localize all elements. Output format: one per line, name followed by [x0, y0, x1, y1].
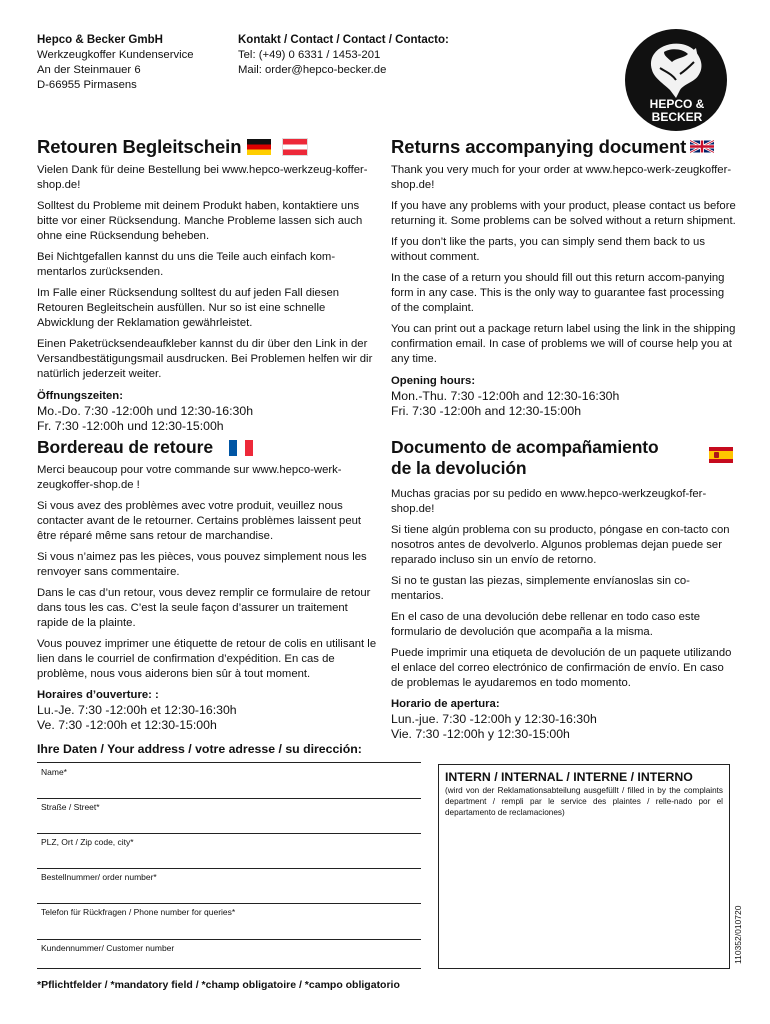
- paragraph: Dans le cas d’un retour, vous devez remplir ce formulaire de retour dans tous les cas. C’est la seule façon d’assurer un traitement rapide de la plainte.: [37, 587, 371, 629]
- hours-label: Horaires d’ouverture: :: [37, 689, 159, 701]
- paragraph: En el caso de una devolución debe rellenar en todo caso este formulario de devolución que acompaña a la misma.: [391, 611, 700, 638]
- phone-field[interactable]: [37, 903, 421, 940]
- section-title-es-line1: Documento de acompañamiento: [391, 437, 659, 457]
- section-de: [37, 136, 382, 434]
- zip-city-field[interactable]: [37, 833, 421, 869]
- paragraph: Si no te gustan las piezas, simplemente envíanoslas sin co-mentarios.: [391, 575, 690, 602]
- hours-line: Lu.-Je. 7:30 -12:00h et 12:30-16:30h: [37, 703, 237, 717]
- paragraph: If you have any problems with your product, please contact us before returning it. Some problems can be solved without a return shipment.: [391, 200, 736, 227]
- section-es: [391, 437, 736, 742]
- paragraph: You can print out a package return label using the link in the shipping confirmation email. In case of problems we will of course help you at any time.: [391, 323, 736, 365]
- section-title-fr: Bordereau de retoure: [37, 437, 213, 457]
- internal-box: [438, 764, 730, 969]
- address-line: An der Steinmauer 6: [37, 64, 141, 76]
- field-label: Straße / Street*: [41, 802, 100, 812]
- section-title-es: [391, 437, 736, 479]
- contact-mail: Mail: order@hepco-becker.de: [238, 64, 387, 76]
- paragraph: In the case of a return you should fill out this return accom-panying form in any case. This is the only way to guarantee fast processing of the complaint.: [391, 272, 725, 314]
- hours-line: Fri. 7:30 -12:00h and 12:30-15:00h: [391, 404, 582, 418]
- internal-note: (wird von der Reklamationsabteilung ausgefüllt / filled in by the complaints department / rempli par le service des plaintes / relle-nado por el departamento de reclamaciones): [445, 786, 723, 817]
- paragraph: Vous pouvez imprimer une étiquette de retour de colis en utilisant le lien dans le courriel de confirmation d’expédition. En cas de problème, nous vous aiderons bien sûr à tout moment.: [37, 638, 377, 680]
- customer-number-field[interactable]: [37, 939, 421, 969]
- section-title-en: Returns accompanying document: [391, 136, 687, 157]
- logo-text: BECKER: [651, 110, 703, 124]
- address-form: [37, 762, 421, 968]
- hours-line: Vie. 7:30 -12:00h y 12:30-15:00h: [391, 727, 570, 741]
- street-field[interactable]: [37, 798, 421, 834]
- section-en: [391, 136, 736, 419]
- company-name: Hepco & Becker GmbH: [37, 34, 163, 46]
- internal-title: INTERN / INTERNAL / INTERNE / INTERNO: [445, 770, 693, 784]
- france-flag-icon: [229, 440, 253, 456]
- section-title-es-line2: de la devolución: [391, 458, 527, 478]
- address-line: D-66955 Pirmasens: [37, 79, 137, 91]
- address-line: Werkzeugkoffer Kundenservice: [37, 49, 194, 61]
- hours-line: Mon.-Thu. 7:30 -12:00h and 12:30-16:30h: [391, 389, 620, 403]
- paragraph: If you don’t like the parts, you can simply send them back to us without comment.: [391, 236, 705, 263]
- field-label: Kundennummer/ Customer number: [41, 943, 175, 953]
- field-label: Telefon für Rückfragen / Phone number for queries*: [41, 907, 236, 917]
- hours-line: Fr. 7:30 -12:00h und 12:30-15:00h: [37, 419, 224, 433]
- section-fr: [37, 437, 382, 733]
- logo-text: HEPCO &: [649, 97, 705, 111]
- germany-flag-icon: [247, 139, 271, 155]
- mandatory-footnote: *Pflichtfelder / *mandatory field / *champ obligatoire / *campo obligatorio: [37, 979, 400, 991]
- paragraph: Thank you very much for your order at www.hepco-werk-zeugkoffer-shop.de!: [391, 164, 732, 191]
- address-form-title: Ihre Daten / Your address / votre adresse / su dirección:: [37, 742, 362, 756]
- field-label: PLZ, Ort / Zip code, city*: [41, 837, 134, 847]
- hours-line: Mo.-Do. 7:30 -12:00h und 12:30-16:30h: [37, 404, 254, 418]
- paragraph: Si vous avez des problèmes avec votre produit, veuillez nous contacter avant de le retourner. Certains problèmes laissent peut être réparé même sans retour de marchandise.: [37, 500, 362, 542]
- paragraph: Si tiene algún problema con su producto, póngase en con-tacto con nosotros antes de devolverlo. Algunos problemas dejan puede ser reparado incluso sin un envío de retorno.: [391, 524, 730, 566]
- company-address: [37, 33, 237, 93]
- paragraph: Solltest du Probleme mit deinem Produkt haben, kontaktiere uns bitte vor einer Rücksendung. Manche Probleme lassen sich auch ohne eine Rücksendung beheben.: [37, 200, 363, 242]
- paragraph: Si vous n’aimez pas les pièces, vous pouvez simplement nous les renvoyer sans commentaire.: [37, 551, 367, 578]
- paragraph: Muchas gracias por su pedido en www.hepco-werkzeugkof-fer-shop.de!: [391, 488, 707, 515]
- paragraph: Merci beaucoup pour votre commande sur www.hepco-werk-zeugkoffer-shop.de !: [37, 464, 342, 491]
- austria-flag-icon: [283, 139, 307, 155]
- hours-label: Opening hours:: [391, 375, 476, 387]
- section-title-de: Retouren Begleitschein: [37, 136, 242, 157]
- hours-line: Lun.-jue. 7:30 -12:00h y 12:30-16:30h: [391, 712, 597, 726]
- contact-tel: Tel: (+49) 0 6331 / 1453-201: [238, 49, 381, 61]
- uk-flag-icon: [690, 139, 714, 154]
- contact-title: Kontakt / Contact / Contact / Contacto:: [238, 34, 449, 46]
- hepco-becker-logo: [624, 28, 728, 132]
- document-code: 110352/010720: [733, 905, 743, 964]
- hours-line: Ve. 7:30 -12:00h et 12:30-15:00h: [37, 718, 217, 732]
- field-label: Name*: [41, 767, 67, 777]
- hours-label: Öffnungszeiten:: [37, 390, 123, 402]
- paragraph: Im Falle einer Rücksendung solltest du auf jeden Fall diesen Retouren Begleitschein ausfüllen. Nur so ist eine schnelle Abwicklung der Reklamation gewährleistet.: [37, 287, 340, 329]
- field-label: Bestellnummer/ order number*: [41, 872, 157, 882]
- contact-block: [238, 33, 498, 78]
- name-field[interactable]: [37, 763, 421, 799]
- hours-label: Horario de apertura:: [391, 698, 500, 710]
- paragraph: Einen Paketrücksendeaufkleber kannst du dir über den Link in der Versandbestätigungsmail ausdrucken. Bei Problemen helfen wir dir natürlich jederzeit weiter.: [37, 338, 373, 380]
- spain-flag-icon: [709, 447, 733, 463]
- order-number-field[interactable]: [37, 868, 421, 904]
- paragraph: Puede imprimir una etiqueta de devolución de un paquete utilizando el enlace del correo electrónico de confirmación de envío. En caso de problemas le ayudaremos en todo momento.: [391, 647, 732, 689]
- paragraph: Vielen Dank für deine Bestellung bei www.hepco-werkzeug-koffer-shop.de!: [37, 164, 368, 191]
- paragraph: Bei Nichtgefallen kannst du uns die Teile auch einfach kom-mentarlos zurücksenden.: [37, 251, 336, 278]
